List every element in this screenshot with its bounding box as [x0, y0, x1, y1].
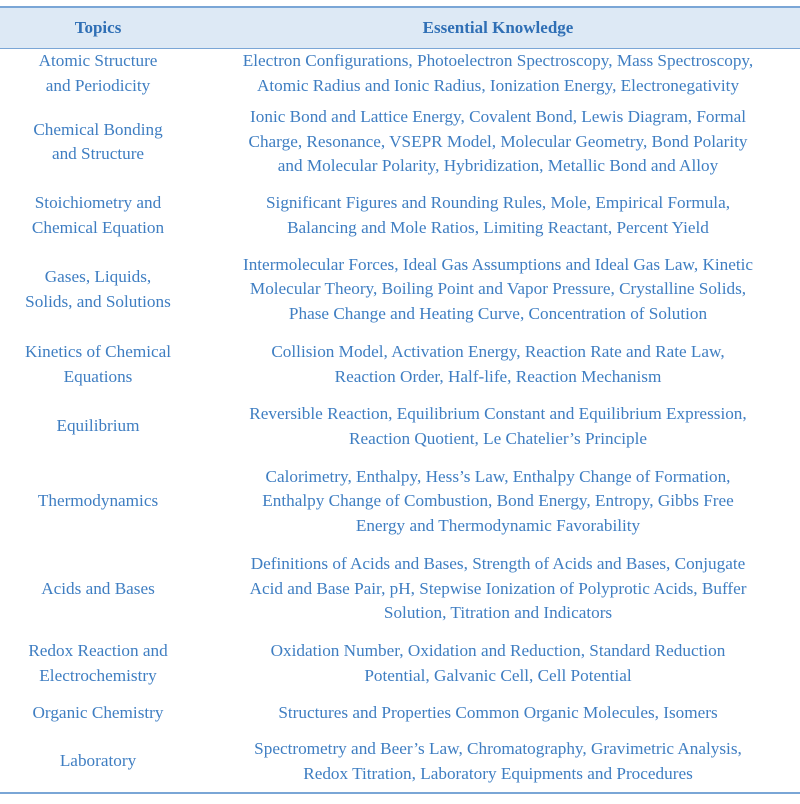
table-row: [0, 396, 800, 458]
knowledge-cell: [196, 546, 800, 633]
table-row: [0, 546, 800, 633]
knowledge-line: Energy and Thermodynamic Favorability: [355, 515, 641, 535]
knowledge-line: Ionic Bond and Lattice Energy, Covalent Bond, Lewis Diagram, Formal: [250, 107, 746, 127]
knowledge-cell: [196, 695, 800, 732]
table-row: [0, 99, 800, 186]
topic-line: Chemical Equation: [31, 217, 165, 237]
knowledge-line: Intermolecular Forces, Ideal Gas Assumptions and Ideal Gas Law, Kinetic: [242, 254, 754, 274]
topic-line: and Structure: [51, 144, 145, 163]
knowledge-line: Balancing and Mole Ratios, Limiting Reactant, Percent Yield: [287, 217, 709, 237]
table-row: [0, 49, 800, 99]
topic-cell: [0, 334, 196, 396]
topic-cell: [0, 99, 196, 186]
knowledge-line: and Molecular Polarity, Hybridization, Metallic Bond and Alloy: [277, 156, 719, 176]
knowledge-line: Acid and Base Pair, pH, Stepwise Ionization of Polyprotic Acids, Buffer: [249, 578, 747, 598]
knowledge-line: Potential, Galvanic Cell, Cell Potential: [364, 665, 632, 685]
knowledge-cell: [196, 732, 800, 793]
topic-line: Equations: [63, 366, 133, 386]
topic-cell: [0, 49, 196, 99]
knowledge-line: Calorimetry, Enthalpy, Hess’s Law, Enthalpy Change of Formation,: [265, 466, 731, 486]
topic-line: Redox Reaction and: [28, 641, 168, 660]
table-row: [0, 458, 800, 546]
knowledge-line: Collision Model, Activation Energy, Reaction Rate and Rate Law,: [271, 342, 725, 361]
topic-line: Atomic Structure: [38, 51, 158, 71]
table-row: [0, 732, 800, 793]
table-row: [0, 334, 800, 396]
knowledge-column-header: Essential Knowledge: [196, 7, 800, 49]
topic-cell: [0, 732, 196, 793]
topic-line: Gases, Liquids,: [44, 267, 152, 286]
table-row: [0, 246, 800, 334]
knowledge-cell: [196, 334, 800, 396]
knowledge-cell: [196, 246, 800, 334]
topic-cell: [0, 458, 196, 546]
topic-line: Organic Chemistry: [32, 702, 164, 722]
table-row: [0, 695, 800, 732]
topics-column-header: Topics: [0, 7, 196, 49]
topics-table: [0, 6, 800, 794]
table-header-row: [0, 7, 800, 49]
knowledge-line: Oxidation Number, Oxidation and Reduction, Standard Reduction: [270, 641, 726, 660]
topic-line: Electrochemistry: [39, 665, 157, 685]
topic-cell: [0, 186, 196, 246]
knowledge-cell: [196, 458, 800, 546]
knowledge-line: Reaction Order, Half-life, Reaction Mechanism: [334, 366, 662, 386]
topic-cell: [0, 633, 196, 695]
topic-cell: [0, 246, 196, 334]
knowledge-line: Redox Titration, Laboratory Equipments and Procedures: [303, 763, 693, 783]
knowledge-line: Atomic Radius and Ionic Radius, Ionization Energy, Electronegativity: [256, 75, 740, 95]
topic-line: Thermodynamics: [37, 491, 159, 511]
knowledge-line: Structures and Properties Common Organic Molecules, Isomers: [278, 702, 718, 722]
knowledge-line: Spectrometry and Beer’s Law, Chromatography, Gravimetric Analysis,: [254, 739, 742, 758]
topic-line: Chemical Bonding: [33, 119, 163, 139]
table-body: [0, 49, 800, 793]
topic-line: and Periodicity: [45, 75, 151, 95]
topic-cell: [0, 546, 196, 633]
topic-line: Solids, and Solutions: [25, 291, 171, 311]
topic-line: Equilibrium: [56, 416, 140, 436]
topic-line: Kinetics of Chemical: [24, 342, 172, 361]
knowledge-line: Phase Change and Heating Curve, Concentration of Solution: [288, 303, 708, 323]
knowledge-line: Electron Configurations, Photoelectron Spectroscopy, Mass Spectroscopy,: [242, 51, 754, 71]
knowledge-cell: [196, 396, 800, 458]
topic-line: Laboratory: [59, 751, 137, 771]
topic-line: Stoichiometry and: [34, 193, 162, 212]
knowledge-line: Definitions of Acids and Bases, Strength of Acids and Bases, Conjugate: [250, 554, 746, 574]
knowledge-cell: [196, 633, 800, 695]
knowledge-line: Reversible Reaction, Equilibrium Constant and Equilibrium Expression,: [249, 404, 747, 423]
knowledge-line: Significant Figures and Rounding Rules, Mole, Empirical Formula,: [265, 193, 730, 212]
topic-cell: [0, 396, 196, 458]
knowledge-cell: [196, 186, 800, 246]
table-row: [0, 633, 800, 695]
knowledge-cell: [196, 49, 800, 99]
topic-cell: [0, 695, 196, 732]
knowledge-line: Enthalpy Change of Combustion, Bond Energy, Entropy, Gibbs Free: [262, 491, 734, 511]
knowledge-line: Reaction Quotient, Le Chatelier’s Principle: [349, 428, 647, 448]
knowledge-line: Charge, Resonance, VSEPR Model, Molecular Geometry, Bond Polarity: [248, 131, 748, 151]
knowledge-line: Molecular Theory, Boiling Point and Vapor Pressure, Crystalline Solids,: [249, 279, 747, 299]
knowledge-line: Solution, Titration and Indicators: [383, 603, 613, 623]
topic-line: Acids and Bases: [41, 578, 155, 598]
knowledge-cell: [196, 99, 800, 186]
table-row: [0, 186, 800, 246]
